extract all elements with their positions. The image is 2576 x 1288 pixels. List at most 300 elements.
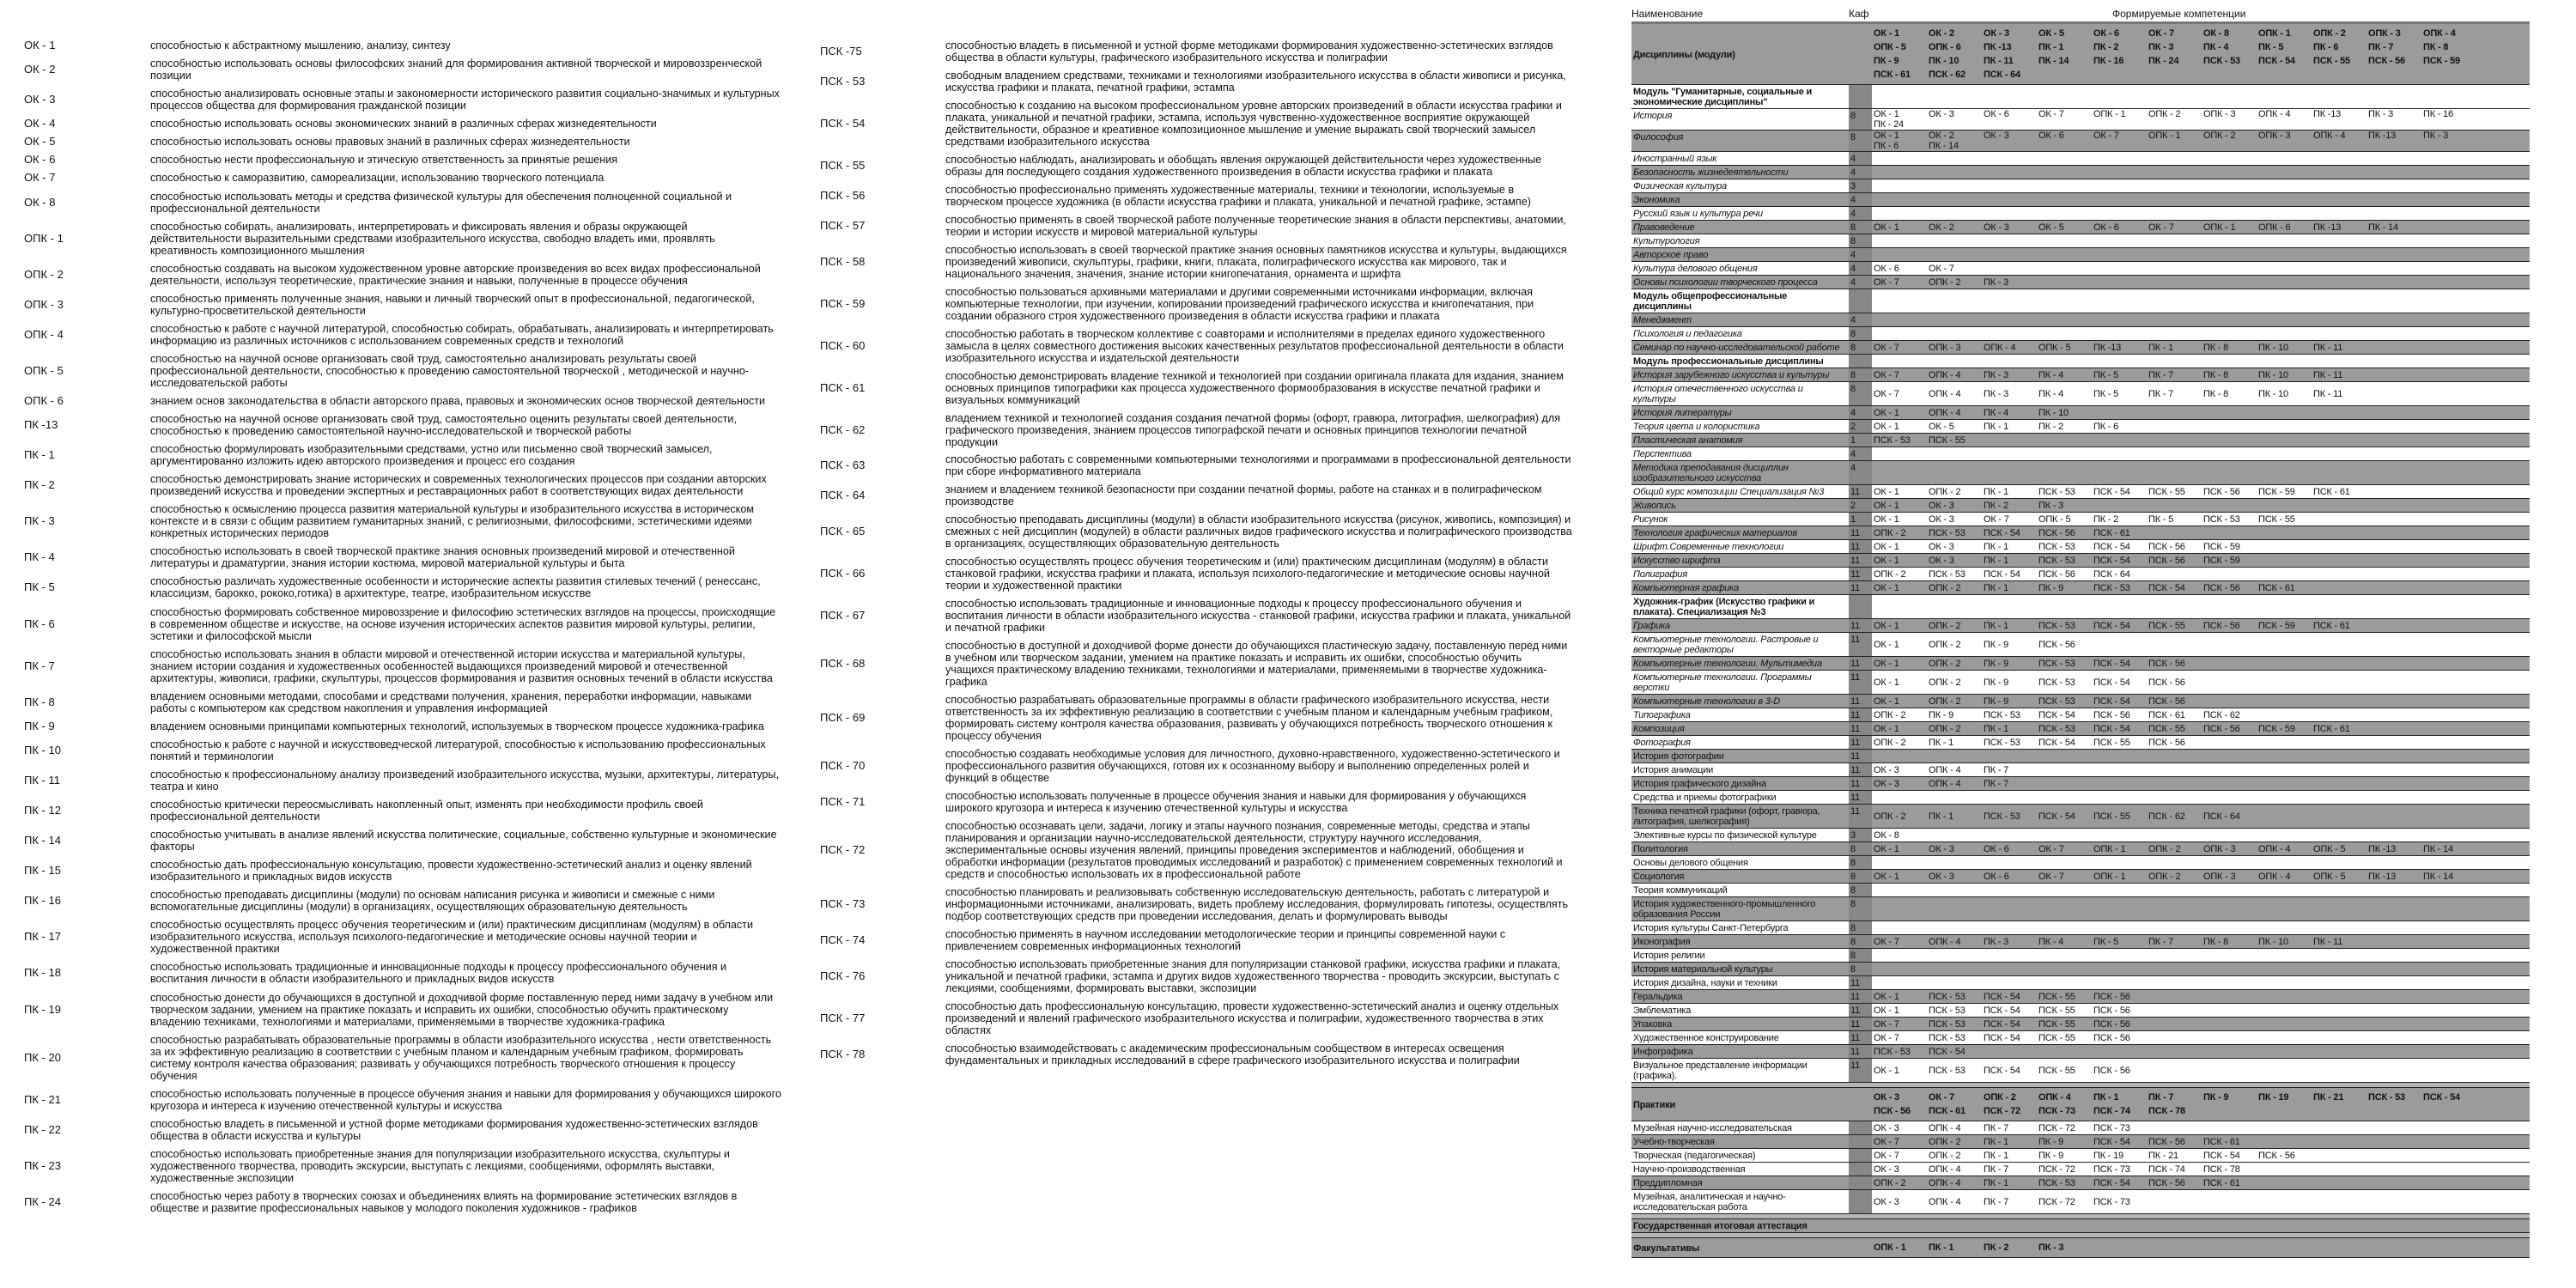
competency-code: ПК - 11 xyxy=(2313,342,2343,353)
competency-cells xyxy=(1872,1018,2530,1030)
competency-code: ПСК - 53 xyxy=(2038,620,2075,631)
competency-code: ПСК - 53 xyxy=(2038,486,2075,497)
competency-item xyxy=(820,244,1576,280)
table-header xyxy=(1631,0,2530,24)
discipline-name: Методика преподавания дисциплин изобразительного искусства xyxy=(1631,461,1849,484)
table-row xyxy=(1631,884,2530,897)
competency-code: ПСК - 61 xyxy=(2313,620,2350,631)
competency-code: ПК - 21 xyxy=(2148,1150,2178,1161)
competency-cells xyxy=(1872,1045,2530,1058)
competency-description: способностью использовать традиционные и инновационные подходы к процессу профессионального обучения и воспитания личности в области изобразительного и прикладных видов искусств xyxy=(150,961,727,986)
competency-code: ОК - 3 xyxy=(1874,764,1899,775)
department-number: 11 xyxy=(1849,976,1872,989)
competency-cells xyxy=(1872,750,2530,762)
competency-description: способностью осознавать цели, задачи, логику и этапы научного познания, современные методы, средства и этапы планирования и организации научно-исследовательской деятельности, структуру научного исследования, экспериментальные основы изучения явлений, принципы проведения экспериментов и наблюдений, обобщения и обработки информации (результатов проводимых исследований и разработок) с применением современных технологий и средств и способностью использовать их в профессиональной работе xyxy=(945,820,1563,881)
competency-code: ПСК - 56 xyxy=(2148,658,2185,669)
discipline-name: Эмблематика xyxy=(1633,1005,1692,1016)
competency-code: ПСК - 53 xyxy=(1984,737,2020,748)
competency-code: ОК - 1 xyxy=(1874,500,1899,511)
competency-cells xyxy=(1872,327,2530,340)
competency-code: ОПК - 2 xyxy=(1874,737,1906,748)
competency-cells xyxy=(1872,540,2530,553)
competency-code: ОПК - 4 xyxy=(2258,871,2291,882)
competency-cells xyxy=(1872,193,2530,206)
competency-code: ОК - 8 xyxy=(1874,829,1899,841)
department-number: 11 xyxy=(1849,1018,1872,1030)
competency-description: владением техникой и технологией создания создания печатной формы (офорт, гравюра, литография, шелкография) для графического произведения, знанием процессов типографской печати и основных принципов технологии печатной продукции xyxy=(945,411,1561,448)
competency-code: ОПК - 2 xyxy=(24,267,64,281)
competency-code: ПСК - 73 xyxy=(2038,1106,2075,1116)
competency-code: ПК - 1 xyxy=(1984,1150,2009,1161)
competency-code: ПСК - 55 xyxy=(2038,1065,2075,1076)
competency-code: ПСК - 54 xyxy=(2148,582,2185,593)
competency-code: ПСК - 53 xyxy=(1929,1065,1965,1076)
competency-cells xyxy=(1872,221,2530,234)
competency-code: ПСК - 57 xyxy=(820,218,866,232)
competency-item xyxy=(820,483,1576,507)
competency-code: ОК - 1 xyxy=(1874,28,1899,39)
competency-code: ПСК - 72 xyxy=(2038,1163,2075,1175)
competency-code: ОК - 7 xyxy=(2148,28,2174,39)
competency-item xyxy=(820,154,1576,178)
competency-code: ОК - 6 xyxy=(2093,222,2119,233)
competency-code: ПСК - 55 xyxy=(2038,991,2075,1002)
competency-code: ОК - 5 xyxy=(24,135,56,149)
competency-cells xyxy=(1872,447,2530,460)
competency-code: ПСК - 53 xyxy=(2038,658,2075,669)
competency-description: способностью создавать необходимые условия для личностного, духовно-нравственного, художественно-эстетического и профессионального развития обучающихся, готовя их к осознанному выбору и выполнению определенных ролей и функций в обществе xyxy=(945,748,1560,785)
competency-item xyxy=(24,1034,801,1082)
competency-code: ПК - 1 xyxy=(1929,737,1954,748)
competency-cells xyxy=(1872,884,2530,896)
table-row xyxy=(1631,976,2530,990)
competency-code: ПСК - 73 xyxy=(2093,1163,2130,1175)
competency-code: ПСК - 54 xyxy=(1984,1005,2020,1016)
competency-code: ПСК - 55 xyxy=(820,158,866,172)
discipline-name: Модуль профессиональные дисциплины xyxy=(1633,356,1824,367)
competency-item xyxy=(24,172,801,184)
competency-code: ОПК - 4 xyxy=(2313,131,2346,141)
department-number: 8 xyxy=(1849,856,1872,869)
competency-code: ОПК - 2 xyxy=(1929,639,1961,650)
competency-item xyxy=(820,184,1576,208)
competency-code: ПК -13 xyxy=(1984,42,2012,52)
competency-code: ОПК - 4 xyxy=(1929,1122,1961,1133)
competency-code: ОПК - 2 xyxy=(1929,1150,1961,1161)
discipline-name: Технология графических материалов xyxy=(1631,526,1849,539)
column-header-name: Наименование xyxy=(1631,8,1704,20)
competency-code: ПК - 14 xyxy=(2038,56,2069,66)
competency-description: способностью использовать основы правовых знаний в различных сферах жизнедеятельности xyxy=(150,136,630,149)
table-row xyxy=(1631,166,2530,179)
competency-description: способностью к профессиональному анализу произведений изобразительного искусства, музыки, архитектуры, литературы, театра и кино xyxy=(150,768,780,793)
competency-code: ОК - 7 xyxy=(1874,276,1899,288)
competency-code: ПК - 3 xyxy=(2148,42,2174,52)
competency-code: ПСК - 56 xyxy=(2038,568,2075,580)
competency-cells xyxy=(1872,856,2530,869)
department-number: 11 xyxy=(1849,722,1872,735)
competency-item xyxy=(24,353,801,389)
department-number: 11 xyxy=(1849,791,1872,804)
competency-code: ПК - 20 xyxy=(24,1050,61,1064)
discipline-name: Основы психологии творческого процесса xyxy=(1631,276,1849,289)
discipline-name: Философия xyxy=(1631,131,1849,151)
competency-code: ПСК - 61 xyxy=(2313,723,2350,734)
department-number: 4 xyxy=(1849,447,1872,460)
competency-code: ПК - 16 xyxy=(24,894,61,908)
competency-code: ПК - 21 xyxy=(24,1092,61,1106)
competency-description: способностью использовать приобретенные знания для популяризации изобразительного искусства, скульптуры и художественного творчества, проводить экскурсии, выступать с лекциями, сообщениями, оформлять выставки, художественные экспозиции xyxy=(150,1147,730,1184)
competency-code: ПК - 9 xyxy=(2038,1136,2064,1147)
competency-code: ОПК - 4 xyxy=(2423,28,2456,39)
competency-cells xyxy=(1872,1219,2530,1232)
competency-code: ПСК - 55 xyxy=(2093,811,2130,822)
competency-code: ПК - 6 xyxy=(2313,42,2339,52)
competency-code: ПСК - 59 xyxy=(2203,541,2240,552)
competency-code: ПСК - 54 xyxy=(2093,696,2130,707)
competency-description: знанием основ законодательства в области авторского права, правовых и экономических основ творческой деятельности xyxy=(150,395,766,408)
competency-item xyxy=(24,1118,801,1142)
competency-item xyxy=(24,1088,801,1112)
competency-code: ПК - 3 xyxy=(24,514,55,528)
competency-code: ОПК - 4 xyxy=(24,327,64,341)
competency-code: ПСК - 61 xyxy=(820,380,866,394)
competency-code: ПК - 7 xyxy=(24,659,55,672)
department-number: 11 xyxy=(1849,1004,1872,1017)
competency-code: ПСК - 72 xyxy=(820,843,866,857)
competency-code: ОК - 7 xyxy=(1929,263,1954,274)
discipline-name: Модуль общепрофессиональные дисциплины xyxy=(1633,291,1788,312)
department-number: 8 xyxy=(1849,109,1872,130)
discipline-name: Менеджмент xyxy=(1631,313,1849,326)
table-row xyxy=(1631,262,2530,276)
department-number: 11 xyxy=(1849,526,1872,539)
competency-code: ПСК - 60 xyxy=(820,338,866,352)
competency-code: ОПК - 4 xyxy=(1929,1177,1961,1188)
competency-code: ПСК - 59 xyxy=(820,296,866,310)
department-number: 8 xyxy=(1849,341,1872,354)
competency-code: ОПК - 2 xyxy=(1929,1136,1961,1147)
competency-code: ПСК - 53 xyxy=(2038,677,2075,688)
discipline-name: Компьютерные технологии. Мультимедиа xyxy=(1631,657,1849,670)
department-number: 3 xyxy=(1849,829,1872,841)
table-row xyxy=(1631,695,2530,708)
competency-code: ПСК - 56 xyxy=(2148,541,2185,552)
competency-code: ОК - 7 xyxy=(24,171,56,185)
competency-code: ПСК - 54 xyxy=(2038,709,2075,720)
department-number: 11 xyxy=(1849,763,1872,776)
competency-code: ПК - 1 xyxy=(2148,342,2174,353)
discipline-name: Средства и приемы фотографики xyxy=(1633,793,1777,803)
department-number: 11 xyxy=(1849,736,1872,749)
table-row xyxy=(1631,870,2530,884)
competency-code: ПСК - 55 xyxy=(2148,486,2185,497)
competency-description: способностью использовать основы философских знаний для формирования активной творческой и мировоззренческой позиции xyxy=(150,58,762,82)
competency-item xyxy=(24,503,801,539)
competency-code: ОК - 3 xyxy=(1984,222,2009,233)
competency-code: ПСК - 54 xyxy=(2258,56,2295,66)
competency-code: ОК - 1 xyxy=(1874,421,1899,432)
competency-code: ПСК - 61 xyxy=(2093,527,2130,538)
competency-code: ПК - 14 xyxy=(2423,871,2453,882)
competency-code: ОПК - 4 xyxy=(1929,388,1961,399)
discipline-name: История отечественного искусства и культуры xyxy=(1633,384,1803,404)
department-number: 8 xyxy=(1849,234,1872,247)
competency-description: способностью осуществлять процесс обучения теоретическим и (или) практическим дисциплинам (модулям) в области станковой графики, искусства графики и плаката, используя психолого-педагогические и методические основы научной теории и художественной практики xyxy=(945,556,1550,592)
competency-code: ПК - 9 xyxy=(1984,658,2009,669)
section-header-row xyxy=(1631,1238,2530,1258)
competency-code: ОК - 6 xyxy=(1874,263,1899,274)
competency-code: ОПК - 2 xyxy=(1984,1092,2016,1103)
competency-description: способностью учитывать в анализе явлений искусства политические, социальные, собственно культурные и экономические факторы xyxy=(150,829,777,854)
discipline-name: Пластическая анатомия xyxy=(1631,434,1849,447)
competency-cells xyxy=(1872,990,2530,1003)
competency-code: ПСК - 70 xyxy=(820,759,866,773)
competency-code: ПСК - 54 xyxy=(2093,555,2130,566)
discipline-name: История культуры Санкт-Петербурга xyxy=(1633,923,1789,933)
competency-description: способностью к работе с научной литературой, способностью собирать, обрабатывать, анализировать и интерпретировать информацию из различных источников с использованием современных средств и технологий xyxy=(150,322,774,347)
table-row xyxy=(1631,856,2530,870)
competency-code: ОПК - 5 xyxy=(1874,42,1906,52)
competency-code: ПК - 10 xyxy=(24,743,61,756)
competency-code: ОК - 7 xyxy=(1874,936,1899,947)
competency-code: ОПК - 4 xyxy=(1929,936,1961,947)
competency-cells xyxy=(1872,368,2530,381)
department-number: 11 xyxy=(1849,1059,1872,1082)
competency-item xyxy=(820,886,1576,922)
competency-code: ОПК - 1 xyxy=(2093,843,2126,854)
competency-item xyxy=(24,720,801,732)
competency-code: ОК - 2 xyxy=(1929,28,1954,39)
table-row xyxy=(1631,750,2530,763)
competency-item xyxy=(24,293,801,317)
competency-code: ПК - 10 xyxy=(2038,407,2069,418)
discipline-name: Композиция xyxy=(1631,722,1849,735)
competency-code: ОК - 7 xyxy=(1984,513,2009,525)
competency-code: ОК - 1 xyxy=(1874,723,1899,734)
competency-code: ПСК - 78 xyxy=(2203,1163,2240,1175)
competency-code: ПК -13 xyxy=(2313,109,2342,119)
competency-code: ПК - 2 xyxy=(1984,1242,2009,1253)
discipline-name: Визуальное представление информации (графика). xyxy=(1633,1060,1807,1081)
competency-item xyxy=(24,738,801,762)
competency-code: ПСК - 54 xyxy=(2093,658,2130,669)
competency-item xyxy=(24,859,801,883)
department-number xyxy=(1849,1238,1872,1257)
competency-code: ПК - 21 xyxy=(2313,1092,2344,1103)
competency-description: способностью к работе с научной и искусствоведческой литературой, способностью к использованию профессиональных понятий и терминологии xyxy=(150,738,766,762)
competency-code: ПК - 9 xyxy=(1984,639,2009,650)
competency-code: ОК - 1 xyxy=(1874,639,1899,650)
competency-code: ОПК - 2 xyxy=(1929,677,1961,688)
competency-item xyxy=(820,820,1576,880)
competency-code: ПСК - 56 xyxy=(2093,1032,2130,1043)
module-row xyxy=(1631,85,2530,109)
competency-description: способностью к саморазвитию, самореализации, использованию творческого потенциала xyxy=(150,172,605,185)
competency-code: ПСК - 64 xyxy=(1984,70,2020,80)
competency-description: способностью использовать полученные в процессе обучения знания и навыки для формирования у обучающихся широкого кругозора и интереса к изучению отечественной культуры и искусства xyxy=(150,1087,781,1112)
competency-code: ПСК - 53 xyxy=(1984,811,2020,822)
discipline-name: Культура делового общения xyxy=(1633,264,1758,274)
competency-code: ОК - 1 xyxy=(1874,109,1899,119)
competency-cells xyxy=(1872,935,2530,948)
competency-code: ПСК -75 xyxy=(820,45,862,58)
competency-item xyxy=(820,412,1576,448)
competency-code: ОК - 6 xyxy=(24,153,56,167)
competency-code: ПК - 7 xyxy=(1984,1122,2009,1133)
discipline-name: Правоведение xyxy=(1631,221,1849,234)
competency-code: ПК -13 xyxy=(2368,131,2397,141)
table-row xyxy=(1631,313,2530,327)
competency-item xyxy=(24,443,801,467)
competency-cells xyxy=(1872,805,2530,828)
department-number: 8 xyxy=(1849,221,1872,234)
table-row xyxy=(1631,763,2530,777)
competency-cells xyxy=(1872,109,2530,130)
competency-code: ПК -13 xyxy=(24,418,58,432)
competency-code: ПК - 24 xyxy=(2148,56,2179,66)
table-row xyxy=(1631,179,2530,193)
competency-cells xyxy=(1872,554,2530,567)
department-number: 11 xyxy=(1849,1045,1872,1058)
department-number: 8 xyxy=(1849,842,1872,855)
competency-code: ПСК - 56 xyxy=(820,188,866,202)
competency-description: владением основными принципами компьютерных технологий, используемых в творческом процессе художника-графика xyxy=(150,720,764,732)
competency-description: способностью формулировать изобразительными средствами, устно или письменно свой творческий замысел, аргументированно изложить идею авторского произведения и процесс его создания xyxy=(150,443,713,468)
competency-code: ОК - 1 xyxy=(1874,541,1899,552)
competency-description: способностью наблюдать, анализировать и обобщать явления окружающей действительности через художественные образы для последующего создания художественного произведения в области искусства графики и плаката xyxy=(945,153,1542,178)
competency-description: способностью к осмыслению процесса развития материальной культуры и изобразительного искусства в историческом контексте и в связи с общим развитием гуманитарных знаний, с религиозными, философскими, эстетическими идеями конкретных исторических периодов xyxy=(150,503,754,540)
department-number: 8 xyxy=(1849,935,1872,948)
competency-description: способностью владеть в письменной и устной форме методиками формирования художественно-эстетических взглядов общества в области культуры, графического изобразительного искусства и полиграфии xyxy=(945,39,1553,64)
competency-code: ПСК - 56 xyxy=(2203,486,2240,497)
competency-code: ПК - 10 xyxy=(1929,56,1959,66)
table-row xyxy=(1631,1121,2530,1135)
discipline-name: Факультативы xyxy=(1631,1238,1849,1257)
competency-code: ПК - 9 xyxy=(24,719,55,732)
competency-code: ПК - 12 xyxy=(24,804,61,817)
competency-code: ОК - 7 xyxy=(1874,1018,1899,1030)
competency-code: ПК - 19 xyxy=(2258,1092,2289,1103)
table-row xyxy=(1631,708,2530,722)
competency-code: ПСК - 59 xyxy=(2423,56,2460,66)
competency-code: ОК - 1 xyxy=(1874,582,1899,593)
competency-code: ОК - 2 xyxy=(24,63,56,76)
discipline-name: Культурология xyxy=(1633,236,1700,246)
competency-code: ПСК - 78 xyxy=(2148,1106,2185,1116)
competency-code: ПСК - 56 xyxy=(1874,1106,1911,1116)
discipline-name: История литературы xyxy=(1631,406,1849,419)
competency-code: ПСК - 54 xyxy=(1984,1018,2020,1030)
department-number xyxy=(1849,1088,1872,1121)
competency-code: ПСК - 54 xyxy=(2038,811,2075,822)
competency-description: свободным владением средствами, техниками и технологиями изобразительного искусства в области живописи и рисунка, искусства графики и плаката, печатной графики, эстампа xyxy=(945,69,1566,94)
department-number xyxy=(1849,355,1872,368)
table-row xyxy=(1631,805,2530,829)
competency-code: ПК - 1 xyxy=(1929,1242,1954,1253)
competency-code: ОПК - 4 xyxy=(1929,778,1961,789)
competency-code: ПК - 7 xyxy=(2368,42,2394,52)
competency-code: ПСК - 55 xyxy=(2313,56,2350,66)
department-number: 11 xyxy=(1849,485,1872,498)
competency-code: ОК - 3 xyxy=(1929,109,1954,119)
competency-code: ПСК - 62 xyxy=(820,422,866,436)
discipline-name: Общий курс композиции Специализация №3 xyxy=(1633,487,1825,497)
table-row xyxy=(1631,221,2530,234)
competency-item xyxy=(820,694,1576,742)
competency-cells xyxy=(1872,248,2530,261)
competency-code: ПК - 9 xyxy=(2038,1150,2064,1161)
competency-code: ПСК - 55 xyxy=(2038,1005,2075,1016)
competency-item xyxy=(24,1190,801,1214)
section-header-row xyxy=(1631,24,2530,85)
department-number: 4 xyxy=(1849,152,1872,165)
competency-description: способностью разрабатывать образовательные программы в области графического изобразительного искусства, нести ответственность за их эффективную реализацию в соответствии с учебным планом и календарным учебным графиком, формировать систему контроля качества образования, развивать у обучающихся потребность творческого отношения к процессу обучения xyxy=(945,694,1553,743)
competency-code: ПСК - 56 xyxy=(2038,527,2075,538)
competency-code: ОК - 1 xyxy=(1874,1005,1899,1016)
competency-code: ПСК - 54 xyxy=(1984,527,2020,538)
competency-code: ПСК - 56 xyxy=(2148,555,2185,566)
competency-code: ПСК - 55 xyxy=(1929,434,1965,446)
discipline-name: Творческая (педагогическая) xyxy=(1633,1151,1756,1161)
competency-code: ПК - 1 xyxy=(1929,811,1954,822)
table-row xyxy=(1631,633,2530,657)
column-header-kaf: Каф xyxy=(1849,8,1869,20)
discipline-name: Музейная научно-исследовательская xyxy=(1633,1123,1792,1133)
competency-code: ПК - 1 xyxy=(1984,1177,2009,1188)
competency-code: ПК - 9 xyxy=(2038,582,2064,593)
competency-code: ПСК - 59 xyxy=(2258,723,2295,734)
table-row xyxy=(1631,1190,2530,1214)
department-number: 11 xyxy=(1849,540,1872,553)
competency-description: способностью работать с современными компьютерными технологиями и программами в профессиональной деятельности при сборе информативного материала xyxy=(945,453,1571,478)
competency-item xyxy=(24,1148,801,1184)
competency-code: ОК - 1 xyxy=(1874,991,1899,1002)
competency-code: ПСК - 54 xyxy=(2093,486,2130,497)
competency-description: способностью дать профессиональную консультацию, провести художественно-эстетический анализ и оценку явлений изобразительного и прикладных видов искусств xyxy=(150,859,752,884)
competency-code: ОК - 3 xyxy=(1929,843,1954,854)
competency-code: ПСК - 72 xyxy=(2038,1196,2075,1207)
department-number xyxy=(1849,1219,1872,1232)
table-row xyxy=(1631,485,2530,499)
competency-description: способностью взаимодействовать с академическим профессиональным сообществом в интересах освещения фундаментальных и прикладных исследований в сфере графического изобразительного искусства и полиграфии xyxy=(945,1042,1520,1066)
competency-item xyxy=(24,413,801,437)
discipline-name: Модуль "Гуманитарные, социальные и экономические дисциплины" xyxy=(1633,87,1813,107)
competency-code: ПСК - 61 xyxy=(2148,709,2185,720)
competency-item xyxy=(820,453,1576,477)
competency-code: ОПК - 2 xyxy=(1929,696,1961,707)
competency-code: ПК - 9 xyxy=(1874,56,1899,66)
competency-cells xyxy=(1872,313,2530,326)
competency-code: ОПК - 5 xyxy=(2313,871,2346,882)
table-row xyxy=(1631,341,2530,355)
competency-code: ПК - 1 xyxy=(2093,1092,2119,1103)
competency-description: способностью разрабатывать образовательные программы в области изобразительного искусства , нести ответственность за их эффективную реализацию в соответствии с учебным планом и календарным учебным графиком, формировать систему контроля качества образования; развивать у обучающихся потребность творческого отношения к процессу обучения xyxy=(150,1033,772,1082)
competency-code: ОПК - 6 xyxy=(24,394,64,408)
competency-code: ОПК - 3 xyxy=(2203,109,2236,119)
competency-code: ПК - 14 xyxy=(2368,222,2398,233)
table-row xyxy=(1631,207,2530,221)
discipline-name: Дисциплины (модули) xyxy=(1631,24,1849,84)
competency-cells xyxy=(1872,1031,2530,1044)
competency-code: ПК - 8 xyxy=(24,695,55,708)
competency-cells xyxy=(1872,633,2530,656)
competency-code: ОК - 6 xyxy=(2093,28,2119,39)
department-number: 11 xyxy=(1849,708,1872,721)
competency-code: ПК - 16 xyxy=(2423,109,2453,119)
competency-code: ПСК - 58 xyxy=(820,254,866,268)
department-number: 2 xyxy=(1849,499,1872,512)
